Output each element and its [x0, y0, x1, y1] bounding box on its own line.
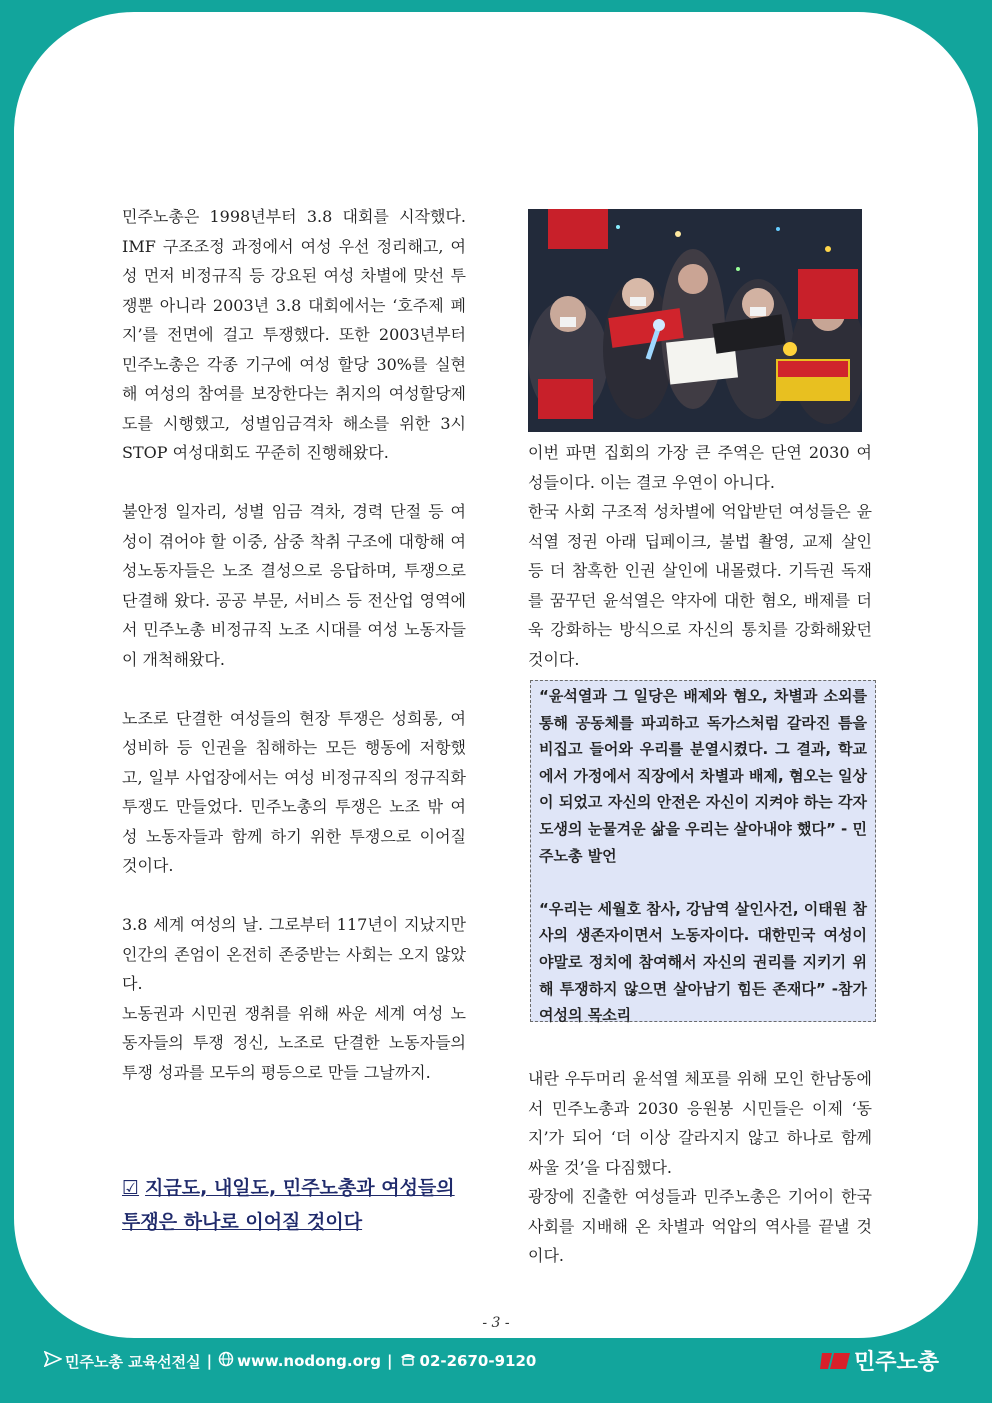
rally-photo-illustration	[528, 209, 862, 432]
quote-kctu-speech: “윤석열과 그 일당은 배제와 혐오, 차별과 소외를 통해 공동체를 파괴하고 독가스처럼 갈라진 틈을 비집고 들어와 우리를 분열시켰다. 그 결과, 학교에서 가정에서 직장에서 차별과 배제, 혐오는 일상이 되었고 자신의 안전은 자신이 지켜야 하는 각자도생의 눈물겨운 삶을 우리는 살아내야 했다” - 민주노총 발언	[539, 687, 867, 865]
footer-org: 민주노총 교육선전실	[65, 1352, 201, 1371]
paragraph-history: 민주노총은 1998년부터 3.8 대회를 시작했다. IMF 구조조정 과정에서 여성 우선 정리해고, 여성 먼저 비정규직 등 강요된 여성 차별에 맞선 투쟁뿐 아니라 2003년 3.8 대회에서는 ‘호주제 폐지’를 전면에 걸고 투쟁했다. 또한 2003년부터 민주노총은 각종 기구에 여성 할당 30%를 실현해 여성의 참여를 보장한다는 취지의 여성할당제도를 시행했고, 성별임금격차 해소를 위한 3시 STOP 여성대회도 꾸준히 진행해왔다.	[122, 207, 466, 462]
globe-icon	[218, 1351, 234, 1371]
paragraph-2030-women: 이번 파면 집회의 가장 큰 주역은 단연 2030 여성들이다. 이는 결코 우연이 아니다.	[528, 443, 872, 492]
paragraph-field-struggle: 노조로 단결한 여성들의 현장 투쟁은 성희롱, 여성비하 등 인권을 침해하는 모든 행동에 저항했고, 일부 사업장에서는 여성 비정규직의 정규직화 투쟁도 만들었다. 민주노총의 투쟁은 노조 밖 여성 노동자들과 함께 하기 위한 투쟁으로 이어질 것이다.	[122, 708, 466, 875]
kctu-logo-text: 민주노총	[854, 1349, 940, 1375]
paragraph-until-that-day: 노동권과 시민권 쟁취를 위해 싸운 세계 여성 노동자들의 투쟁 정신, 노조로 단결한 노동자들의 투쟁 성과를 모두의 평등으로 만들 그날까지.	[122, 1003, 466, 1082]
paragraph-hannam-dong: 내란 우두머리 윤석열 체포를 위해 모인 한남동에서 민주노총과 2030 응원봉 시민들은 이제 ‘동지’가 되어 ‘더 이상 갈라지지 않고 하나로 함께 싸울 것’을 다짐했다.	[528, 1069, 872, 1177]
send-icon	[44, 1351, 62, 1371]
footer-website[interactable]: www.nodong.org	[237, 1352, 382, 1370]
right-column-top	[528, 438, 872, 674]
footer-contact	[44, 1349, 536, 1373]
right-column-bottom	[528, 1064, 872, 1271]
footer-separator-2: |	[387, 1352, 393, 1370]
paragraph-womens-day: 3.8 세계 여성의 날. 그로부터 117년이 지났지만 인간의 존엄이 온전히 존중받는 사회는 오지 않았다.	[122, 915, 466, 993]
phone-icon	[399, 1352, 417, 1370]
paragraph-structural-discrimination: 한국 사회 구조적 성차별에 억압받던 여성들은 윤석열 정권 아래 딥페이크, 불법 촬영, 교제 살인 등 더 참혹한 인권 살인에 내몰렸다. 기득권 독재를 꿈꾸던 윤석열은 약자에 대한 혐오, 배제를 더욱 강화하는 방식으로 자신의 통치를 강화해왔던 것이다.	[528, 502, 872, 669]
paragraph-union-struggle: 불안정 일자리, 성별 임금 격차, 경력 단절 등 여성이 겪어야 할 이중, 삼중 착취 구조에 대항해 여성노동자들은 노조 결성으로 응답하며, 투쟁으로 단결해 왔다. 공공 부문, 서비스 등 전산업 영역에서 민주노총 비정규직 노조 시대를 여성 노동자들이 개척해왔다.	[122, 502, 466, 669]
left-column	[122, 202, 466, 1087]
quote-box	[530, 680, 876, 1025]
paragraph-end-discrimination: 광장에 진출한 여성들과 민주노총은 기어이 한국 사회를 지배해 온 차별과 억압의 역사를 끝낼 것이다.	[528, 1187, 872, 1265]
checkbox-icon: ☑	[122, 1177, 140, 1199]
quote-participant-voice: “우리는 세월호 참사, 강남역 살인사건, 이태원 참사의 생존자이면서 노동자이다. 대한민국 여성이야말로 정치에 참여해서 자신의 권리를 지키기 위해 투쟁하지 않으면 살아남기 힘든 존재다” -참가 여성의 목소리	[539, 899, 867, 1025]
page-number: - 3 -	[482, 1315, 510, 1331]
kctu-logo-mark	[820, 1349, 850, 1371]
footer-separator: |	[206, 1352, 213, 1370]
footer-phone: 02-2670-9120	[419, 1352, 537, 1370]
rally-photo	[528, 209, 862, 432]
heading-text: 지금도, 내일도, 민주노총과 여성들의 투쟁은 하나로 이어질 것이다	[122, 1177, 455, 1233]
section-heading	[122, 1171, 472, 1239]
kctu-logo	[820, 1343, 939, 1377]
